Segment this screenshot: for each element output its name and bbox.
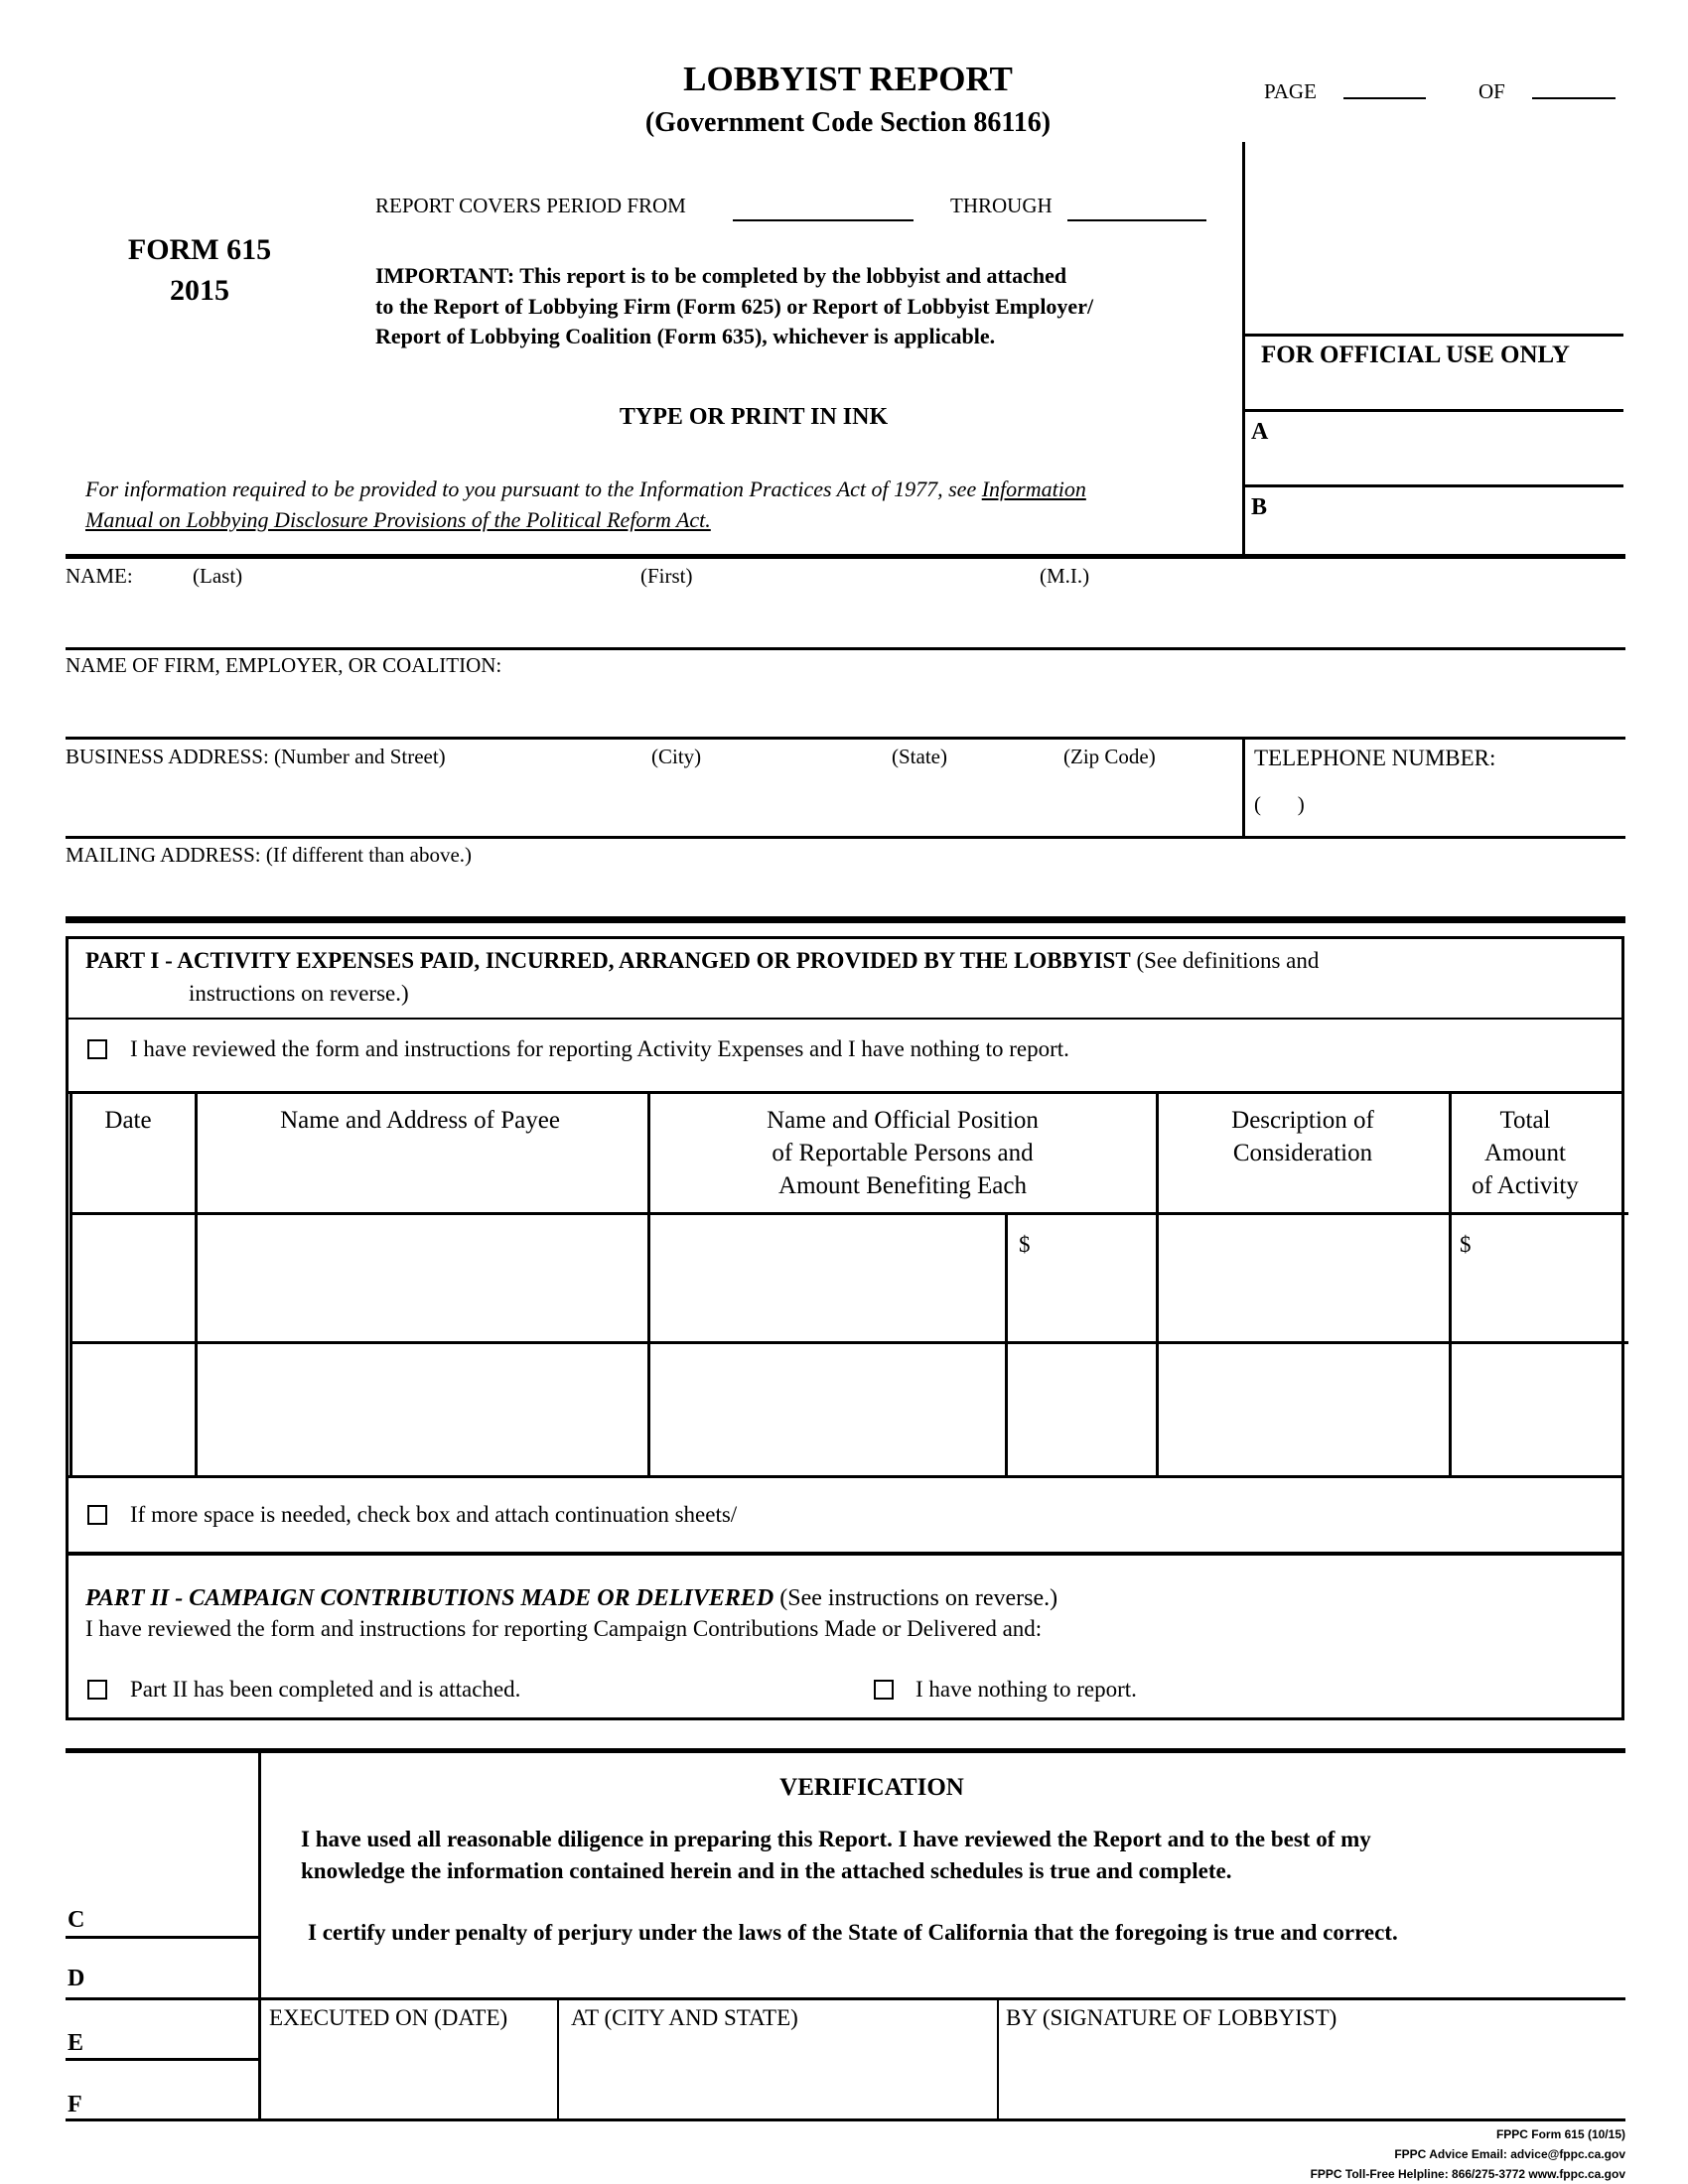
- mailing-address-label: MAILING ADDRESS: (If different than above.): [66, 843, 473, 867]
- part2-heading: PART II - CAMPAIGN CONTRIBUTIONS MADE OR DELIVERED: [85, 1585, 774, 1611]
- side-label-c: C: [68, 1907, 85, 1933]
- col-header-line: Consideration: [1232, 1140, 1373, 1166]
- col-header-line: Date: [104, 1107, 152, 1134]
- form-number: FORM 615: [127, 233, 272, 266]
- verification-line: knowledge the information contained herein and in the attached schedules is true and complete.: [301, 1858, 1232, 1883]
- divider: [66, 737, 1625, 740]
- col-header-payee: [280, 1104, 560, 1137]
- divider: [1242, 484, 1623, 487]
- period-from-field[interactable]: [733, 219, 914, 221]
- executed-date-field[interactable]: [262, 2035, 556, 2116]
- official-use-title: FOR OFFICIAL USE ONLY: [1261, 341, 1570, 368]
- part2-note: (See instructions on reverse.): [774, 1585, 1058, 1611]
- form-title: LOBBYIST REPORT: [683, 60, 1013, 98]
- mi-label: (M.I.): [1040, 564, 1090, 588]
- zip-label: (Zip Code): [1063, 745, 1156, 768]
- info-text-line: For information required to be provided to you pursuant to the Information Practices Act of 1977, see: [85, 477, 982, 501]
- divider: [66, 2058, 260, 2061]
- name-field[interactable]: [66, 591, 1625, 645]
- telephone-field[interactable]: ( ): [1254, 792, 1305, 816]
- city-state-label: AT (CITY AND STATE): [571, 2005, 798, 2030]
- important-line: IMPORTANT: This report is to be completed by the lobbyist and attached: [375, 263, 1067, 288]
- divider: [1242, 409, 1623, 412]
- divider: [1242, 738, 1245, 837]
- side-label-f: F: [68, 2092, 82, 2117]
- divider: [66, 1091, 1624, 1094]
- more-space-checkbox[interactable]: [87, 1505, 107, 1525]
- side-label-e: E: [68, 2030, 84, 2056]
- col-header-line: of Reportable Persons and: [772, 1140, 1034, 1166]
- table-row-line: [66, 1475, 1624, 1478]
- type-or-print: TYPE OR PRINT IN INK: [619, 404, 889, 430]
- amount-dollar-sign: $: [1019, 1232, 1031, 1257]
- table-row-line: [70, 1212, 1628, 1215]
- divider: [66, 1748, 1625, 1753]
- nothing-to-report-activity-label: I have reviewed the form and instructions for reporting Activity Expenses and I have nothing to report.: [130, 1036, 1069, 1061]
- state-label: (State): [892, 745, 947, 768]
- firm-label: NAME OF FIRM, EMPLOYER, OR COALITION:: [66, 653, 502, 677]
- col-header-description: [1231, 1104, 1374, 1169]
- col-header-line: Total: [1499, 1107, 1551, 1134]
- signature-label: BY (SIGNATURE OF LOBBYIST): [1006, 2005, 1337, 2030]
- official-a: A: [1251, 419, 1269, 445]
- col-header-total: [1472, 1104, 1579, 1202]
- info-manual-link[interactable]: Manual on Lobbying Disclosure Provisions of the Political Reform Act.: [85, 507, 711, 532]
- divider: [66, 1936, 260, 1939]
- info-text: [85, 478, 1086, 500]
- col-header-line: of Activity: [1472, 1172, 1579, 1199]
- divider: [66, 836, 1625, 839]
- part1-note: (See definitions and: [1130, 948, 1320, 973]
- divider: [66, 1997, 1625, 2000]
- part2-completed-label: Part II has been completed and is attached.: [130, 1677, 521, 1702]
- important-line: to the Report of Lobbying Firm (Form 625) or Report of Lobbyist Employer/: [375, 294, 1094, 319]
- footer-helpline: FPPC Toll-Free Helpline: 866/275-3772 www.fppc.ca.gov: [1310, 2167, 1625, 2181]
- divider: [997, 1998, 999, 2119]
- divider: [66, 1552, 1624, 1556]
- telephone-label: TELEPHONE NUMBER:: [1254, 746, 1496, 770]
- divider: [66, 554, 1625, 559]
- part2-completed-checkbox[interactable]: [87, 1680, 107, 1700]
- page-number-field[interactable]: [1343, 97, 1426, 99]
- divider: [557, 1998, 559, 2119]
- first-name-label: (First): [640, 564, 693, 588]
- mailing-address-field[interactable]: [66, 870, 1625, 914]
- divider: [66, 647, 1625, 650]
- through-label: THROUGH: [950, 194, 1053, 217]
- footer-email: FPPC Advice Email: advice@fppc.ca.gov: [1394, 2147, 1625, 2161]
- certify-statement: I certify under penalty of perjury under the laws of the State of California that the foregoing is true and correct.: [308, 1920, 1398, 1945]
- part2-nothing-label: I have nothing to report.: [915, 1677, 1137, 1702]
- col-header-line: Name and Address of Payee: [280, 1107, 560, 1134]
- of-label: OF: [1478, 79, 1505, 103]
- info-manual-link[interactable]: Information: [981, 477, 1086, 501]
- col-header-line: Name and Official Position: [767, 1107, 1039, 1134]
- verification-line: I have used all reasonable diligence in preparing this Report. I have reviewed the Report and to the best of my: [301, 1827, 1371, 1851]
- part2-line2: I have reviewed the form and instructions for reporting Campaign Contributions Made or Delivered and:: [85, 1616, 1043, 1641]
- city-label: (City): [651, 745, 702, 768]
- total-dollar-sign: $: [1460, 1232, 1472, 1257]
- part2-nothing-checkbox[interactable]: [874, 1680, 894, 1700]
- part2-title: [85, 1586, 1057, 1610]
- period-from-label: REPORT COVERS PERIOD FROM: [375, 194, 686, 217]
- signature-field[interactable]: [1001, 2035, 1624, 2116]
- part1-heading: PART I - ACTIVITY EXPENSES PAID, INCURRED, ARRANGED OR PROVIDED BY THE LOBBYIST: [85, 948, 1131, 973]
- name-label: NAME:: [66, 564, 133, 588]
- col-header-line: Description of: [1231, 1107, 1374, 1134]
- firm-field[interactable]: [66, 680, 1625, 735]
- divider: [1242, 334, 1623, 337]
- official-divider: [1242, 142, 1245, 554]
- nothing-to-report-activity-checkbox[interactable]: [87, 1039, 107, 1059]
- executed-on-label: EXECUTED ON (DATE): [269, 2005, 508, 2030]
- col-header-line: Amount Benefiting Each: [778, 1172, 1027, 1199]
- side-label-d: D: [68, 1966, 85, 1991]
- table-row[interactable]: [73, 1345, 1622, 1474]
- official-b: B: [1251, 494, 1268, 520]
- verification-title: VERIFICATION: [779, 1774, 964, 1801]
- page-label: PAGE: [1264, 79, 1317, 103]
- form-subtitle: (Government Code Section 86116): [644, 107, 1052, 138]
- col-header-date: [104, 1104, 151, 1137]
- table-row[interactable]: [73, 1216, 1622, 1340]
- important-line: Report of Lobbying Coalition (Form 635), whichever is applicable.: [375, 324, 996, 348]
- period-through-field[interactable]: [1067, 219, 1206, 221]
- col-header-persons: [767, 1104, 1039, 1202]
- last-name-label: (Last): [193, 564, 243, 588]
- page-total-field[interactable]: [1532, 97, 1616, 99]
- footer-form: FPPC Form 615 (10/15): [1495, 2127, 1625, 2141]
- table-border: [70, 1091, 72, 1476]
- city-state-field[interactable]: [561, 2035, 996, 2116]
- more-space-label: If more space is needed, check box and attach continuation sheets/: [130, 1502, 738, 1527]
- part1-note2: instructions on reverse.): [189, 981, 409, 1006]
- business-address-label: BUSINESS ADDRESS: (Number and Street): [66, 745, 446, 768]
- divider: [66, 916, 1625, 923]
- business-address-field[interactable]: [66, 772, 1237, 834]
- form-year: 2015: [170, 274, 229, 307]
- col-header-line: Amount: [1484, 1140, 1566, 1166]
- part1-title: [85, 949, 1319, 972]
- info-text-line2: [85, 509, 711, 531]
- divider: [66, 1018, 1624, 1020]
- divider: [66, 2118, 1625, 2121]
- table-row-line: [70, 1341, 1628, 1344]
